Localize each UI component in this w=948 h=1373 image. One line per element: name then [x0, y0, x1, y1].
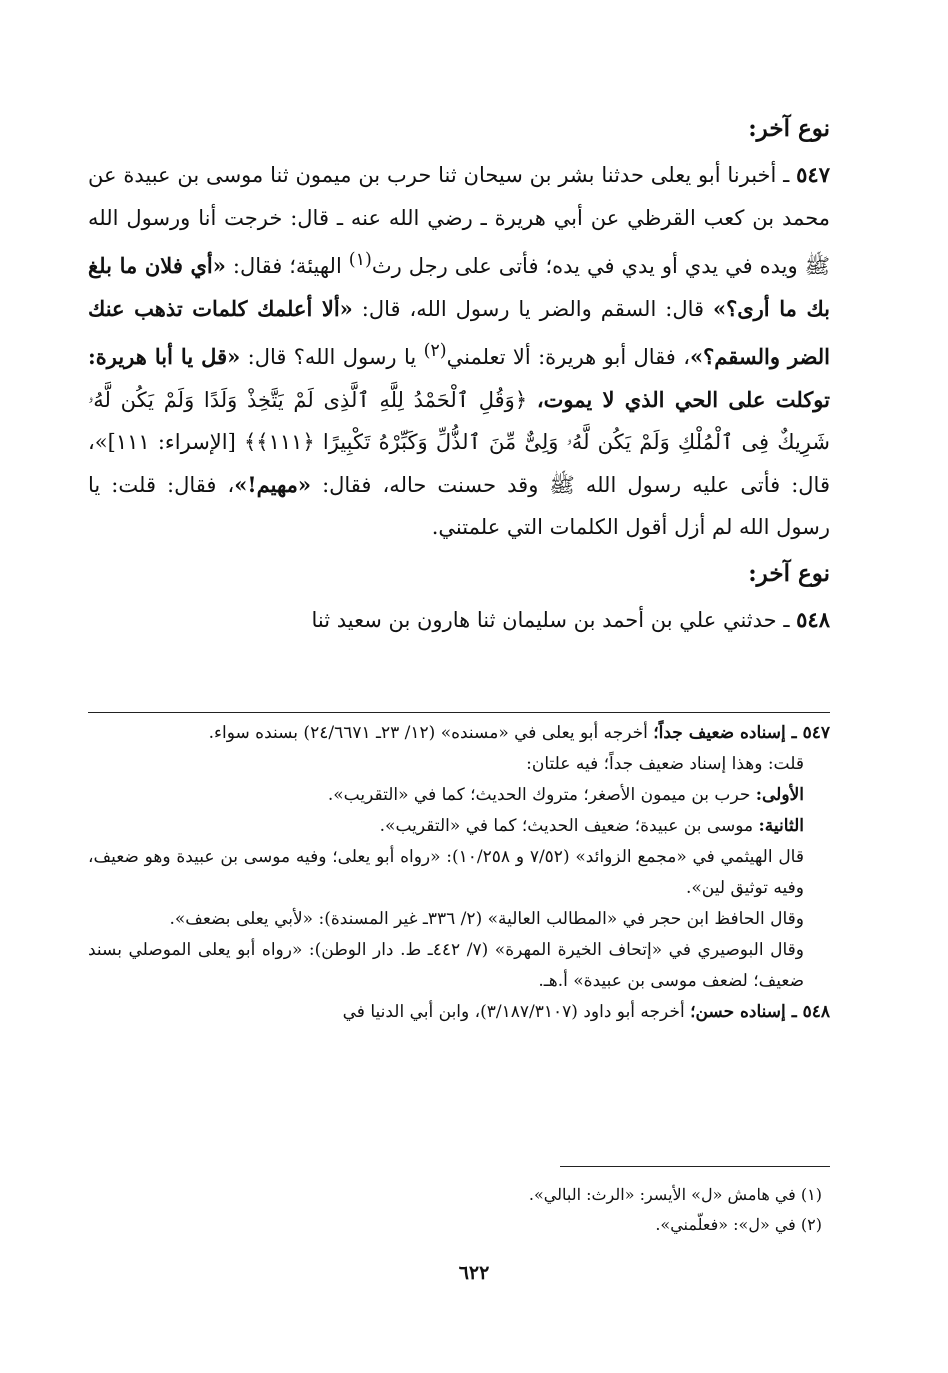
note-number: ٥٤٨	[802, 1002, 830, 1022]
note-line: وقال البوصيري في «إتحاف الخيرة المهرة» (٧/ ٤٤٢ـ ط. دار الوطن): «رواه أبو يعلى الموصلي بسند ضعيف؛ لضعف موسى بن عبيدة» أ.هـ.	[88, 940, 805, 991]
footnotes	[88, 1180, 830, 1240]
prophetic-quote: «ألا أعلمك كلمات تذهب عنك الضر والسقم؟»	[88, 295, 831, 369]
hadith-text: الهيئة؛ فقال:	[225, 254, 349, 278]
note-text: أخرجه أبو داود (٣/١٨٧/٣١٠٧)، وابن أبي الدنيا في	[342, 1002, 691, 1022]
hadith-text: قال: السقم والضر يا رسول الله، قال:	[352, 296, 713, 321]
commentary-notes	[88, 718, 830, 1028]
hadith-text: ، فقال: قلت: يا رسول الله لم أزل أقول الكلمات التي علمتني.	[88, 472, 830, 539]
hadith-text: يا رسول الله؟ قال:	[240, 345, 424, 369]
hadith-text: ـ حدثني علي بن أحمد بن سليمان ثنا هارون بن سعيد ثنا	[311, 607, 797, 632]
hadith-text: ـ أخبرنا أبو يعلى حدثنا بشر بن سيحان ثنا حرب بن ميمون ثنا موسى بن عبيدة عن محمد بن كعب القرظي عن أبي هريرة ـ رضي الله عنه ـ قال: خرجت أنا ورسول الله ﷺ ويده في يدي أو يدي في يده؛ فأتى على رجل رث	[88, 163, 830, 278]
section-heading: نوع آخر:	[748, 115, 830, 142]
footnote-divider	[560, 1166, 830, 1167]
note-verdict: ـ إسناده حسن؛	[690, 1002, 803, 1022]
note-line: قلت: وهذا إسناد ضعيف جداً؛ فيه علتان:	[526, 754, 804, 774]
note-line: وقال الحافظ ابن حجر في «المطالب العالية» (٢/ ٣٣٦ـ غير المسندة): «لأبي يعلى بضعف».	[169, 909, 804, 929]
note-text: موسى بن عبيدة؛ ضعيف الحديث؛ كما في «التقريب».	[379, 816, 759, 836]
note-label: الأولى:	[755, 785, 804, 805]
section-heading: نوع آخر:	[748, 559, 830, 587]
main-text	[88, 104, 830, 641]
hadith-number: ٥٤٨	[796, 606, 830, 632]
footnote-2: (٢) في «ل»: «فعلّمني».	[655, 1215, 822, 1234]
footnote-1: (١) في هامش «ل» الأيسر: «الرث: البالي».	[528, 1185, 822, 1204]
note-547	[88, 718, 830, 749]
note-verdict: ـ إسناده ضعيف جداً؛	[653, 723, 803, 743]
note-text: حرب بن ميمون الأصغر؛ متروك الحديث؛ كما في «التقريب».	[327, 785, 756, 805]
prophetic-quote: «قل يا أبا هريرة: توكلت على الحي الذي لا يموت،	[88, 344, 831, 412]
note-label: الثانية:	[758, 816, 804, 836]
note-line: قال الهيثمي في «مجمع الزوائد» (٧/٥٢ و ١٠/٢٥٨): «رواه أبو يعلى؛ وفيه موسى بن عبيدة وهو ضعيف، وفيه توثيق لين».	[88, 847, 804, 898]
prophetic-quote: «أي فلان ما بلغ بك ما أرى؟»	[88, 253, 830, 321]
footnote-ref: (١)	[348, 250, 372, 270]
note-line	[88, 811, 830, 842]
page-number: ٦٢٢	[458, 1262, 490, 1284]
note-line	[88, 780, 830, 811]
quran-verse: ﴿وَقُلِ ٱلْحَمْدُ لِلَّهِ ٱلَّذِى لَمْ يَتَّخِذْ وَلَدًا وَلَمْ يَكُن لَّهُۥ شَرِيكٌ فِى ٱلْمُلْكِ وَلَمْ يَكُن لَّهُۥ وَلِىٌّ مِّنَ ٱلذُّلِّ وَكَبِّرْهُ تَكْبِيرًا ﴿١١١﴾﴾	[88, 387, 830, 454]
hadith-number: ٥٤٧	[796, 162, 830, 187]
notes-divider	[88, 712, 830, 713]
note-text: أخرجه أبو يعلى في «مسنده» (١٢/ ٢٣ـ ٢٤/٦٦٧١) بسنده سواء.	[208, 723, 654, 743]
hadith-text: ، فقال أبو هريرة: ألا تعلمني	[446, 345, 690, 369]
hadith-547	[88, 154, 830, 549]
footnote-ref: (٢)	[423, 341, 447, 361]
hadith-548	[88, 599, 830, 642]
note-548	[88, 997, 830, 1028]
prophetic-quote: «مهيم!»	[234, 471, 312, 497]
note-number: ٥٤٧	[802, 723, 830, 743]
hadith-text: [الإسراء: ١١١]»، قال: فأتى عليه رسول الله ﷺ وقد حسنت حاله، فقال:	[88, 430, 830, 497]
